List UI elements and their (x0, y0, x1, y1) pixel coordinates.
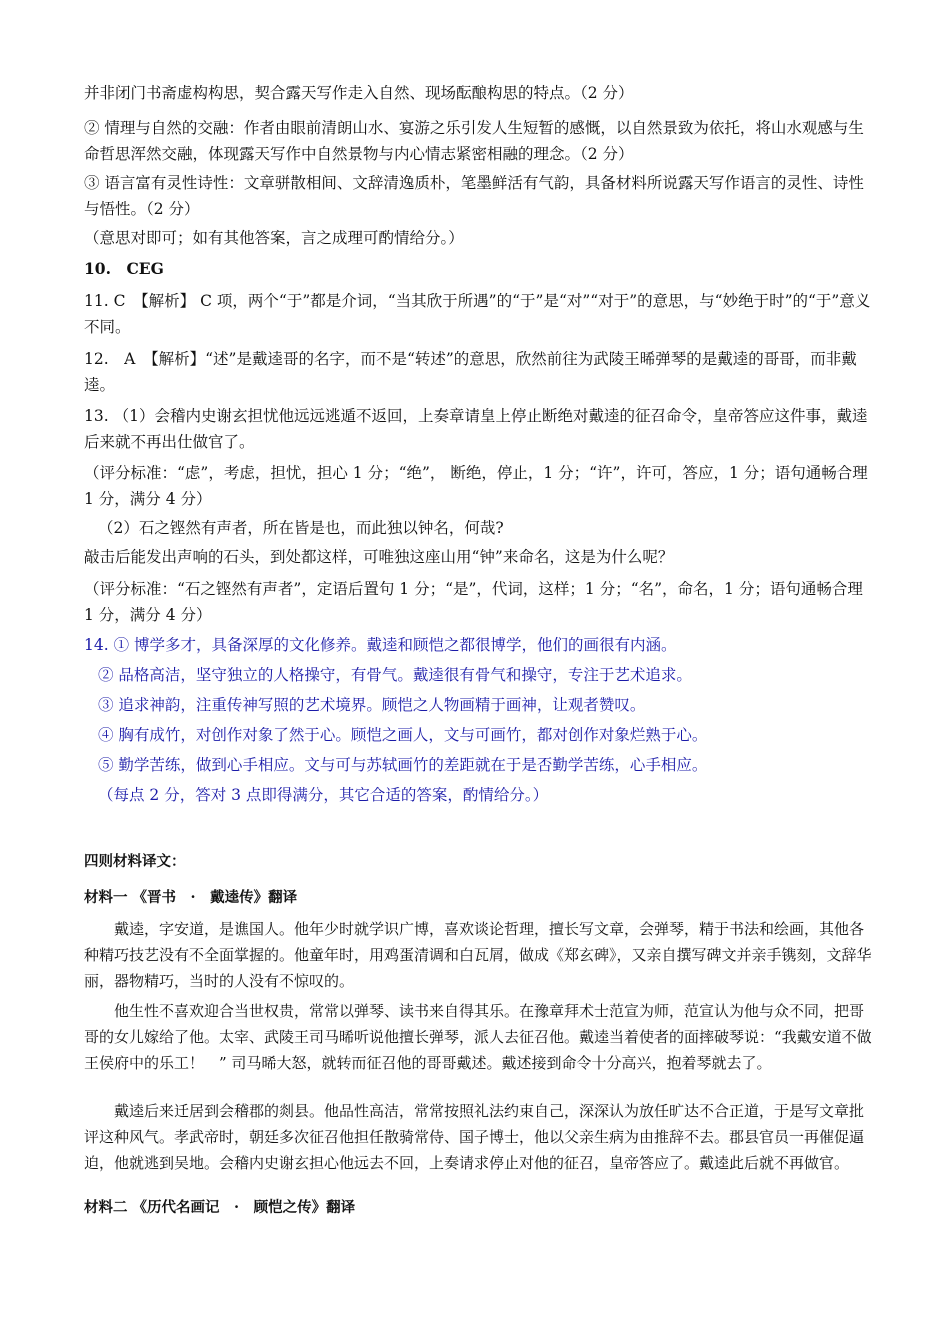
material-1-paragraph-2: 他生性不喜欢迎合当世权贵，常常以弹琴、读书来自得其乐。在豫章拜术士范宣为师，范宣认为他与众不同，把哥哥的女儿嫁给了他。太宰、武陵王司马晞听说他擅长弹琴，派人去征召他。戴逵当着使者的面摔破琴说：“我戴安道不做王侯府中的乐工！ ” 司马晞大怒，就转而征召他的哥哥戴述。戴述接到命令十分高兴，抱着琴就去了。 (84, 1002, 872, 1072)
answer-13-2-score: （评分标准：“石之铿然有声者”，定语后置句 1 分；“是”，代词，这样；1 分；“名”，命名，1 分；语句通畅合理 1 分，满分 4 分） (84, 580, 863, 624)
answer-13-2: 敲击后能发出声响的石头，到处都这样，可唯独这座山用“钟”来命名，这是为什么呢？ (84, 548, 674, 566)
answer-14-point-5: ⑤ 勤学苦练，做到心手相应。文与可与苏轼画竹的差距就在于是否勤学苦练，心手相应。 (98, 756, 708, 774)
answer-9-note: （意思对即可；如有其他答案，言之成理可酌情给分。） (84, 229, 464, 247)
answer-13-2-question: （2）石之铿然有声者，所在皆是也，而此独以钟名，何哉? (98, 519, 504, 537)
material-1-title: 材料一 《晋书 · 戴逵传》翻译 (84, 889, 298, 906)
answer-12: 12. A 【解析】“述”是戴逵哥的名字，而不是“转述”的意思，欣然前往为武陵王晞弹琴的是戴逵的哥哥，而非戴逵。 (84, 350, 857, 394)
answer-13-1-score: （评分标准：“虑”，考虑，担忧，担心 1 分；“绝”， 断绝，停止，1 分；“许”，许可，答应，1 分；语句通畅合理 1 分，满分 4 分） (84, 464, 868, 508)
answer-9-cont: 并非闭门书斋虚构构思，契合露天写作走入自然、现场酝酿构思的特点。（2 分） (84, 84, 634, 102)
answer-14-point-3: ③ 追求神韵，注重传神写照的艺术境界。顾恺之人物画精于画神，让观者赞叹。 (98, 696, 646, 714)
material-1-paragraph-3: 戴逵后来迁居到会稽郡的剡县。他品性高洁，常常按照礼法约束自己，深深认为放任旷达不合正道，于是写文章批评这种风气。孝武帝时，朝廷多次征召他担任散骑常侍、国子博士，他以父亲生病为由推辞不去。郡县官员一再催促逼迫，他就逃到吴地。会稽内史谢玄担心他远去不回，上奏请求停止对他的征召，皇帝答应了。戴逵此后就不再做官。 (84, 1102, 865, 1172)
answer-9-point-3: ③ 语言富有灵性诗性：文章骈散相间、文辞清逸质朴，笔墨鲜活有气韵，具备材料所说露天写作语言的灵性、诗性与悟性。（2 分） (84, 174, 864, 218)
answer-9-point-2: ② 情理与自然的交融：作者由眼前清朗山水、宴游之乐引发人生短暂的感慨，以自然景致为依托，将山水观感与生命哲思浑然交融，体现露天写作中自然景物与内心情志紧密相融的理念。（2 分） (84, 119, 864, 163)
answer-14-point-2: ② 品格高洁，坚守独立的人格操守，有骨气。戴逵很有骨气和操守，专注于艺术追求。 (98, 666, 692, 684)
answer-14-note: （每点 2 分，答对 3 点即得满分，其它合适的答案，酌情给分。） (98, 786, 549, 804)
answer-11: 11. C 【解析】 C 项，两个“于”都是介词，“当其欣于所遇”的“于”是“对”“对于”的意思，与“妙绝于时”的“于”意义不同。 (84, 292, 871, 336)
answer-14-point-1: 14. ① 博学多才，具备深厚的文化修养。戴逵和顾恺之都很博学，他们的画很有内涵。 (84, 636, 677, 654)
answer-13-1: 13. （1）会稽内史谢玄担忧他远远逃遁不返回，上奏章请皇上停止断绝对戴逵的征召命令，皇帝答应这件事，戴逵后来就不再出仕做官了。 (84, 407, 868, 451)
answer-14-point-4: ④ 胸有成竹，对创作对象了然于心。顾恺之画人，文与可画竹，都对创作对象烂熟于心。 (98, 726, 708, 744)
translation-heading: 四则材料译文： (84, 853, 186, 870)
material-1-paragraph-1: 戴逵，字安道，是谯国人。他年少时就学识广博，喜欢谈论哲理，擅长写文章，会弹琴，精于书法和绘画，其他各种精巧技艺没有不全面掌握的。他童年时，用鸡蛋清调和白瓦屑，做成《郑玄碑》，又亲自撰写碑文并亲手镌刻，文辞华丽，器物精巧，当时的人没有不惊叹的。 (84, 920, 872, 990)
answer-10: 10. CEG (84, 259, 164, 278)
material-2-title: 材料二 《历代名画记 · 顾恺之传》翻译 (84, 1199, 356, 1216)
